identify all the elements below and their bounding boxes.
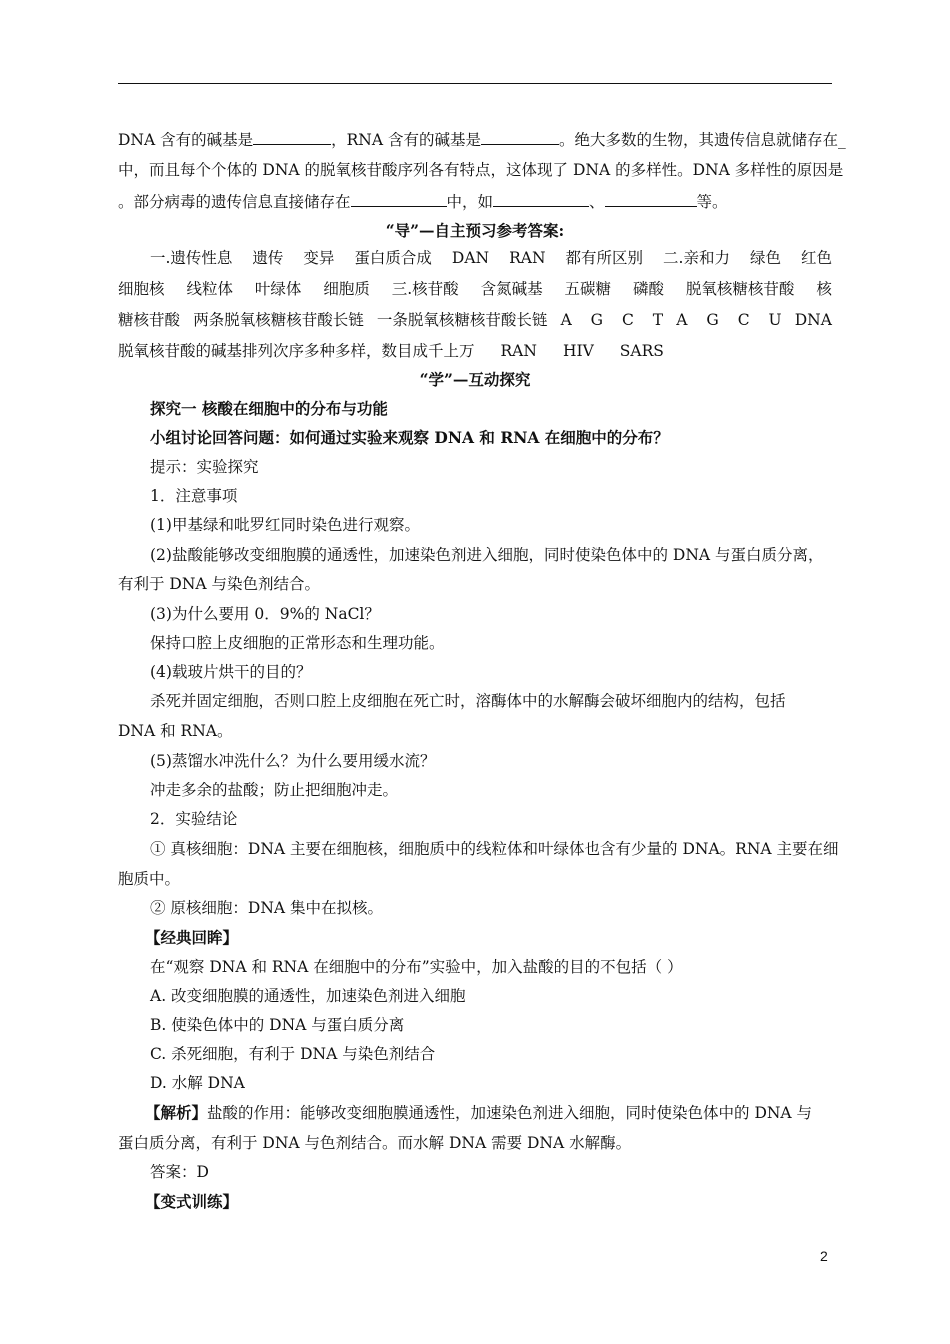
intro-text: 。绝大多数的生物，其遗传信息就储存在_ [558,131,846,149]
intro-text: 。部分病毒的遗传信息直接储存在 [118,193,351,211]
answer-item: DAN [451,249,490,267]
intro-line-2: 中，而且每个个体的 DNA 的脱氧核苷酸序列各有特点，这体现了 DNA 的多样性。DNA 多样性的原因是 [118,161,844,179]
answer-item: 脱氧核苷酸的碱基排列次序多种多样，数目成千上万 [118,342,475,360]
explore-title: 探究一 核酸在细胞中的分布与功能 [150,399,388,418]
note-2-line-2: 有利于 DNA 与染色剂结合。 [118,575,321,593]
answer-item: 一.遗传性息 [150,249,233,267]
hint-text: 提示：实验探究 [150,458,259,476]
answer-item: 红色 [800,249,832,267]
header-rule [118,83,832,84]
answer-text: 答案：D [150,1163,209,1181]
analysis-line-1 [145,1103,812,1123]
intro-line-1 [118,129,846,150]
blank-field[interactable] [253,129,331,145]
answers-row-1 [150,248,832,268]
answer-item: 遗传 [252,249,284,267]
blank-field[interactable] [493,191,589,207]
subsection-1-title: 1．注意事项 [150,487,238,505]
answer-item: 二.亲和力 [663,249,730,267]
answer-item: 糖核苷酸 [118,311,181,329]
answer-item: 细胞核 [118,280,165,298]
classic-question: 在“观察 DNA 和 RNA 在细胞中的分布”实验中，加入盐酸的目的不包括（ ） [150,958,683,976]
answer-item: A G C U [676,311,782,329]
answers-row-2 [118,279,832,299]
option-c: C. 杀死细胞，有利于 DNA 与染色剂结合 [150,1045,436,1063]
intro-text: 、 [589,193,605,211]
answer-item: 两条脱氧核糖核苷酸长链 [193,311,364,329]
option-d: D. 水解 DNA [150,1074,245,1092]
answer-item: 脱氧核糖核苷酸 [685,280,795,298]
subsection-2-title: 2．实验结论 [150,810,238,828]
group-question: 小组讨论回答问题：如何通过实验来观察 DNA 和 RNA 在细胞中的分布？ [150,428,669,447]
analysis-line-2: 蛋白质分离，有利于 DNA 与色剂结合。而水解 DNA 需要 DNA 水解酶。 [118,1134,632,1152]
answer-item: 蛋白质合成 [354,249,432,267]
answer-item: 磷酸 [632,280,664,298]
answers-row-4 [118,341,664,361]
note-2-line-1: (2)盐酸能够改变细胞膜的通透性，加速染色剂进入细胞，同时使染色体中的 DNA 与蛋白质分离， [150,546,824,564]
note-3-question: (3)为什么要用 0．9%的 NaCl？ [150,605,380,623]
answer-item: RAN [509,249,546,267]
blank-field[interactable] [351,191,447,207]
analysis-text: 盐酸的作用：能够改变细胞膜通透性，加速染色剂进入细胞，同时使染色体中的 DNA 与 [207,1104,813,1122]
conclusion-2: ② 原核细胞：DNA 集中在拟核。 [150,899,384,917]
answer-item: 叶绿体 [254,280,302,298]
note-3-answer: 保持口腔上皮细胞的正常形态和生理功能。 [150,634,445,652]
conclusion-1-line-1: ① 真核细胞：DNA 主要在细胞核，细胞质中的线粒体和叶绿体也含有少量的 DNA。RNA 主要在细 [150,840,839,858]
classic-title: 【经典回眸】 [145,928,239,947]
answer-item: 都有所区别 [565,249,644,267]
intro-text: 等。 [696,193,728,211]
answer-item: 变异 [303,249,335,267]
answer-item: RAN [500,342,537,360]
note-5-answer: 冲走多余的盐酸；防止把细胞冲走。 [150,781,399,799]
intro-line-3 [118,191,832,212]
answer-item: SARS [619,342,664,360]
intro-text: DNA 含有的碱基是 [118,131,254,149]
conclusion-1-line-2: 胞质中。 [118,870,181,888]
page-number: 2 [820,1248,828,1264]
note-4-question: (4)载玻片烘干的目的？ [150,663,312,681]
note-1: (1)甲基绿和吡罗红同时染色进行观察。 [150,516,420,534]
option-a: A. 改变细胞膜的通透性，加速染色剂进入细胞 [150,987,466,1005]
answer-item: 五碳糖 [564,280,612,298]
answers-heading: “导”—自主预习参考答案: [385,221,565,240]
answer-item: 细胞质 [323,280,370,298]
option-b: B. 使染色体中的 DNA 与蛋白质分离 [150,1016,405,1034]
answer-item: 含氮碱基 [480,280,543,298]
answer-item: DNA [794,311,832,329]
answer-item: 一条脱氧核糖核苷酸长链 [376,311,548,329]
answer-item: A G C T [560,311,664,329]
blank-field[interactable] [605,191,697,207]
intro-text: 中，如 [446,193,494,211]
section-heading: “学”—互动探究 [419,370,531,389]
answer-item: 绿色 [749,249,781,267]
variant-title: 【变式训练】 [145,1192,239,1211]
note-5-question: (5)蒸馏水冲洗什么？为什么要用缓水流？ [150,752,436,770]
note-4-answer-line-1: 杀死并固定细胞，否则口腔上皮细胞在死亡时，溶酶体中的水解酶会破坏细胞内的结构，包括 [150,692,786,710]
analysis-label: 【解析】 [145,1103,208,1122]
blank-field[interactable] [481,129,559,145]
intro-text: ，RNA 含有的碱基是 [331,131,481,149]
answer-item: 线粒体 [186,280,233,298]
answer-item: HIV [562,342,594,360]
note-4-answer-line-2: DNA 和 RNA。 [118,722,233,740]
answer-item: 核 [816,280,832,298]
answer-item: 三.核苷酸 [391,280,459,298]
answers-row-3 [118,310,832,330]
